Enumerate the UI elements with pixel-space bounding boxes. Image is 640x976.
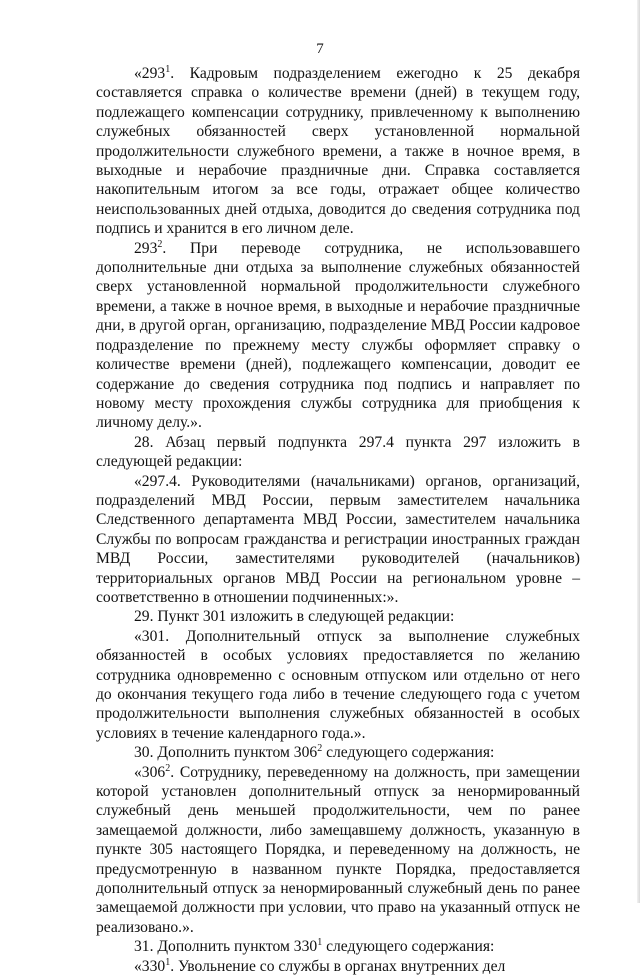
paragraph-text: . При переводе сотрудника, не использовавшего дополнительные дни отдыха за выполнение служебных обязанностей сверх установленной нормальной продолжительности служебного времени, а также в ночное время, в выходные и нерабочие праздничные дни, в другой орган, организацию, подразделение МВД России кадровое подразделение по прежнему месту службы оформляет справку о количестве времени (дней), подлежащего компенсации, доводит ее содержание до сведения сотрудника под подпись и направляет по новому месту прохождения службы сотрудника для приобщения к личному делу.». (96, 239, 580, 432)
paragraph (96, 472, 580, 608)
page-number: 7 (316, 41, 324, 57)
paragraph-text: «330 (134, 957, 166, 975)
superscript: 2 (317, 743, 323, 755)
paragraph-text: «301. Дополнительный отпуск за выполнение служебных обязанностей в особых условиях предоставляется по желанию сотрудника одновременно с основным отпуском или отдельно от него до окончания текущего года либо в течение следующего года с учетом продолжительности выполнения служебных обязанностей в особых условиях в течение календарного года.». (96, 627, 580, 742)
paragraph-text: 30. Дополнить пунктом 306 (134, 744, 318, 762)
paragraph (96, 239, 580, 433)
paragraph-text: . Кадровым подразделением ежегодно к 25 декабря составляется справка о количестве времени (дней) в текущем году, подлежащего компенсации сотруднику, привлеченному к выполнению служебных обязанностей сверх установленной нормальной продолжительности служебного времени, а также в ночное время, в выходные и нерабочие праздничные дни. Справка составляется накопительным итогом за все годы, отражает общее количество неиспользованных дней отдыха, доводится до сведения сотрудника под подпись и хранится в его личном деле. (96, 65, 580, 238)
paragraph-text: следующего содержания: (322, 938, 495, 956)
paragraph-text: . Сотруднику, переведенному на должность, при замещении которой установлен дополнительный отпуск за ненормированный служебный день меньшей продолжительности, чем по ранее замещаемой должности, либо замещавшему должность, указанную в пункте 305 настоящего Порядка, и переведенному на должность, не предусмотренную в названном пункте Порядка, предоставляется дополнительный отпуск за ненормированный служебный день по ранее замещаемой должности при условии, что право на указанный отпуск не реализовано.». (96, 763, 580, 936)
paragraph (96, 64, 580, 239)
superscript: 2 (165, 762, 171, 774)
paragraph-text: 29. Пункт 301 изложить в следующей редакции: (134, 608, 455, 626)
paragraph-text: . Увольнение со службы в органах внутренних дел (170, 957, 506, 975)
paragraph-text: «293 (134, 65, 166, 82)
paragraph (96, 937, 580, 956)
paragraph-text: «297.4. Руководителями (начальниками) органов, организаций, подразделений МВД России, первым заместителем начальника Следственного департамента МВД России, заместителем начальника Службы по вопросам гражданства и регистрации иностранных граждан МВД России, заместителями руководителей (начальников) территориальных органов МВД России на региональном уровне – соответственно в отношении подчиненных:». (96, 472, 580, 606)
paragraph (96, 763, 580, 938)
paragraph (96, 433, 580, 472)
paragraph (96, 627, 580, 743)
paragraph (96, 743, 580, 762)
paragraph (96, 957, 580, 976)
superscript: 1 (165, 63, 171, 75)
paragraph-text: «306 (134, 763, 166, 781)
superscript: 2 (157, 238, 163, 250)
paragraph-text: 31. Дополнить пунктом 330 (134, 938, 318, 956)
superscript: 1 (317, 937, 323, 949)
superscript: 1 (165, 956, 171, 968)
document-body (96, 64, 580, 976)
paragraph (96, 607, 580, 626)
paragraph-text: 28. Абзац первый подпункта 297.4 пункта 297 изложить в следующей редакции: (96, 433, 580, 471)
paragraph-text: следующего содержания: (322, 744, 495, 762)
paragraph-text: 293 (134, 239, 158, 257)
